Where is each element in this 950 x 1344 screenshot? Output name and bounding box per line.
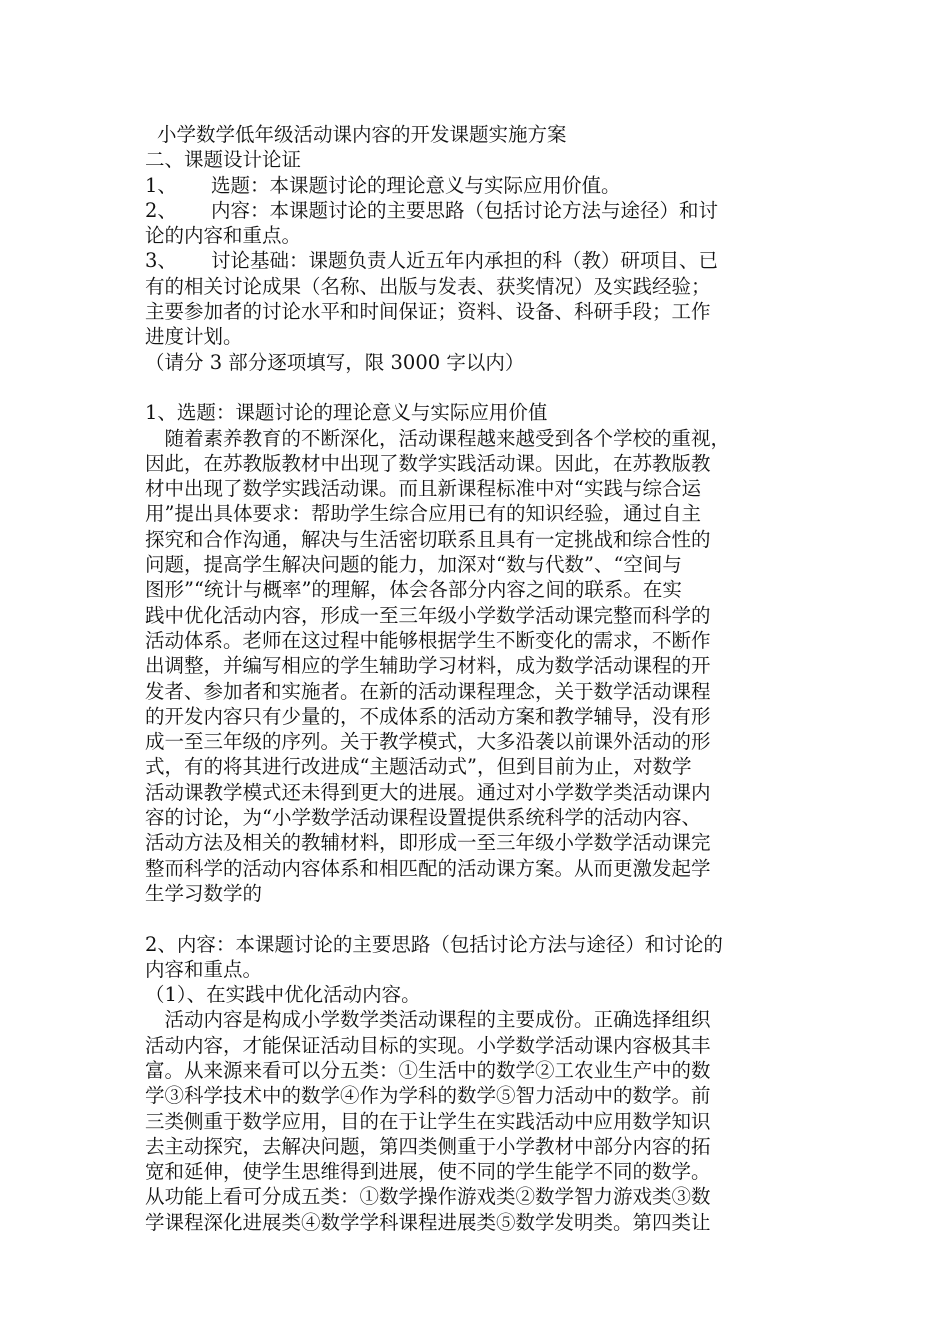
- item-text: 讨论基础：课题负责人近五年内承担的科（教）研项目、已: [211, 249, 719, 273]
- requirement-item-3-cont: 进度计划。: [145, 325, 243, 349]
- requirement-item-3: [145, 248, 807, 273]
- paragraph-line: 式，有的将其进行改进成“主题活动式”，但到目前为止，对数学: [145, 755, 692, 779]
- part2-heading-cont: 内容和重点。: [145, 957, 263, 981]
- paragraph-line: 践中优化活动内容，形成一至三年级小学数学活动课完整而科学的: [145, 603, 711, 627]
- part1-body: [145, 426, 807, 907]
- paragraph-line: 出调整，并编写相应的学生辅助学习材料，成为数学活动课程的开: [145, 654, 711, 678]
- paragraph-line: 生学习数学的: [145, 881, 263, 905]
- paragraph-line: 宽和延伸，使学生思维得到进展，使不同的学生能学不同的数学。: [145, 1160, 711, 1184]
- paragraph-line: 活动课教学模式还未得到更大的进展。通过对小学数学类活动课内: [145, 780, 711, 804]
- item-number: 3、: [145, 249, 177, 273]
- requirement-item-2: [145, 198, 807, 223]
- paragraph-line: 材中出现了数学实践活动课。而且新课程标准中对“实践与综合运: [145, 477, 701, 501]
- paragraph-line: 活动体系。老师在这过程中能够根据学生不断变化的需求，不断作: [145, 628, 711, 652]
- paragraph-line: 图形”“统计与概率”的理解，体会各部分内容之间的联系。在实: [145, 578, 682, 602]
- part2-body: [145, 1007, 807, 1235]
- length-note: （请分 3 部分逐项填写，限 3000 字以内）: [145, 350, 525, 374]
- paragraph-line: 从功能上看可分成五类：①数学操作游戏类②数学智力游戏类③数: [145, 1185, 711, 1209]
- paragraph-line: 活动方法及相关的教辅材料，即形成一至三年级小学数学活动课完: [145, 831, 711, 855]
- paragraph-line: 去主动探究，去解决问题，第四类侧重于小学教材中部分内容的拓: [145, 1134, 711, 1158]
- requirement-item-3-cont: 主要参加者的讨论水平和时间保证；资料、设备、科研手段；工作: [145, 300, 711, 324]
- document-page: [145, 122, 807, 1235]
- spacer: [145, 906, 807, 931]
- paragraph-line: 容的讨论，为“小学数学活动课程设置提供系统科学的活动内容、: [145, 806, 701, 830]
- item-number: 1、: [145, 173, 177, 197]
- requirement-list: [145, 173, 807, 350]
- paragraph-line: 学③科学技术中的数学④作为学科的数学⑤智力活动中的数学。前: [145, 1084, 711, 1108]
- paragraph-line: 问题，提高学生解决问题的能力，加深对“数与代数”、“空间与: [145, 553, 682, 577]
- paragraph-line: 用”提出具体要求：帮助学生综合应用已有的知识经验，通过自主: [145, 502, 701, 526]
- paragraph-line: 活动内容是构成小学数学类活动课程的主要成份。正确选择组织: [145, 1008, 711, 1032]
- paragraph-line: 活动内容，才能保证活动目标的实现。小学数学活动课内容极其丰: [145, 1033, 711, 1057]
- paragraph-line: 的开发内容只有少量的，不成体系的活动方案和教学辅导，没有形: [145, 704, 711, 728]
- paragraph-line: 因此，在苏教版教材中出现了数学实践活动课。因此，在苏教版教: [145, 451, 711, 475]
- paragraph-line: 成一至三年级的序列。关于教学模式，大多沿袭以前课外活动的形: [145, 730, 711, 754]
- requirement-item-1: [145, 173, 807, 198]
- paragraph-line: 学课程深化进展类④数学学科课程进展类⑤数学发明类。第四类让: [145, 1210, 711, 1234]
- paragraph-line: 探究和合作沟通，解决与生活密切联系且具有一定挑战和综合性的: [145, 527, 711, 551]
- part2-heading: 2、内容：本课题讨论的主要思路（包括讨论方法与途径）和讨论的: [145, 932, 723, 956]
- item-number: 2、: [145, 198, 177, 222]
- paragraph-line: 整而科学的活动内容体系和相匹配的活动课方案。从而更激发起学: [145, 856, 711, 880]
- paragraph-line: 富。从来源来看可以分五类：①生活中的数学②工农业生产中的数: [145, 1058, 711, 1082]
- requirement-item-3-cont: 有的相关讨论成果（名称、出版与发表、获奖情况）及实践经验；: [145, 274, 711, 298]
- paragraph-line: 发者、参加者和实施者。在新的活动课程理念，关于数学活动课程: [145, 679, 711, 703]
- requirement-item-2-cont: 论的内容和重点。: [145, 224, 302, 248]
- paragraph-line: 随着素养教育的不断深化，活动课程越来越受到各个学校的重视，: [145, 426, 731, 450]
- item-text: 选题：本课题讨论的理论意义与实际应用价值。: [211, 173, 621, 197]
- part2-subheading: （1）、在实践中优化活动内容。: [145, 983, 421, 1007]
- item-text: 内容：本课题讨论的主要思路（包括讨论方法与途径）和讨: [211, 198, 719, 222]
- spacer: [145, 375, 807, 400]
- document-title: 小学数学低年级活动课内容的开发课题实施方案: [157, 123, 567, 146]
- section-heading: 二、课题设计论证: [145, 148, 302, 172]
- paragraph-line: 三类侧重于数学应用，目的在于让学生在实践活动中应用数学知识: [145, 1109, 711, 1133]
- part1-heading: 1、选题：课题讨论的理论意义与实际应用价值: [145, 401, 548, 425]
